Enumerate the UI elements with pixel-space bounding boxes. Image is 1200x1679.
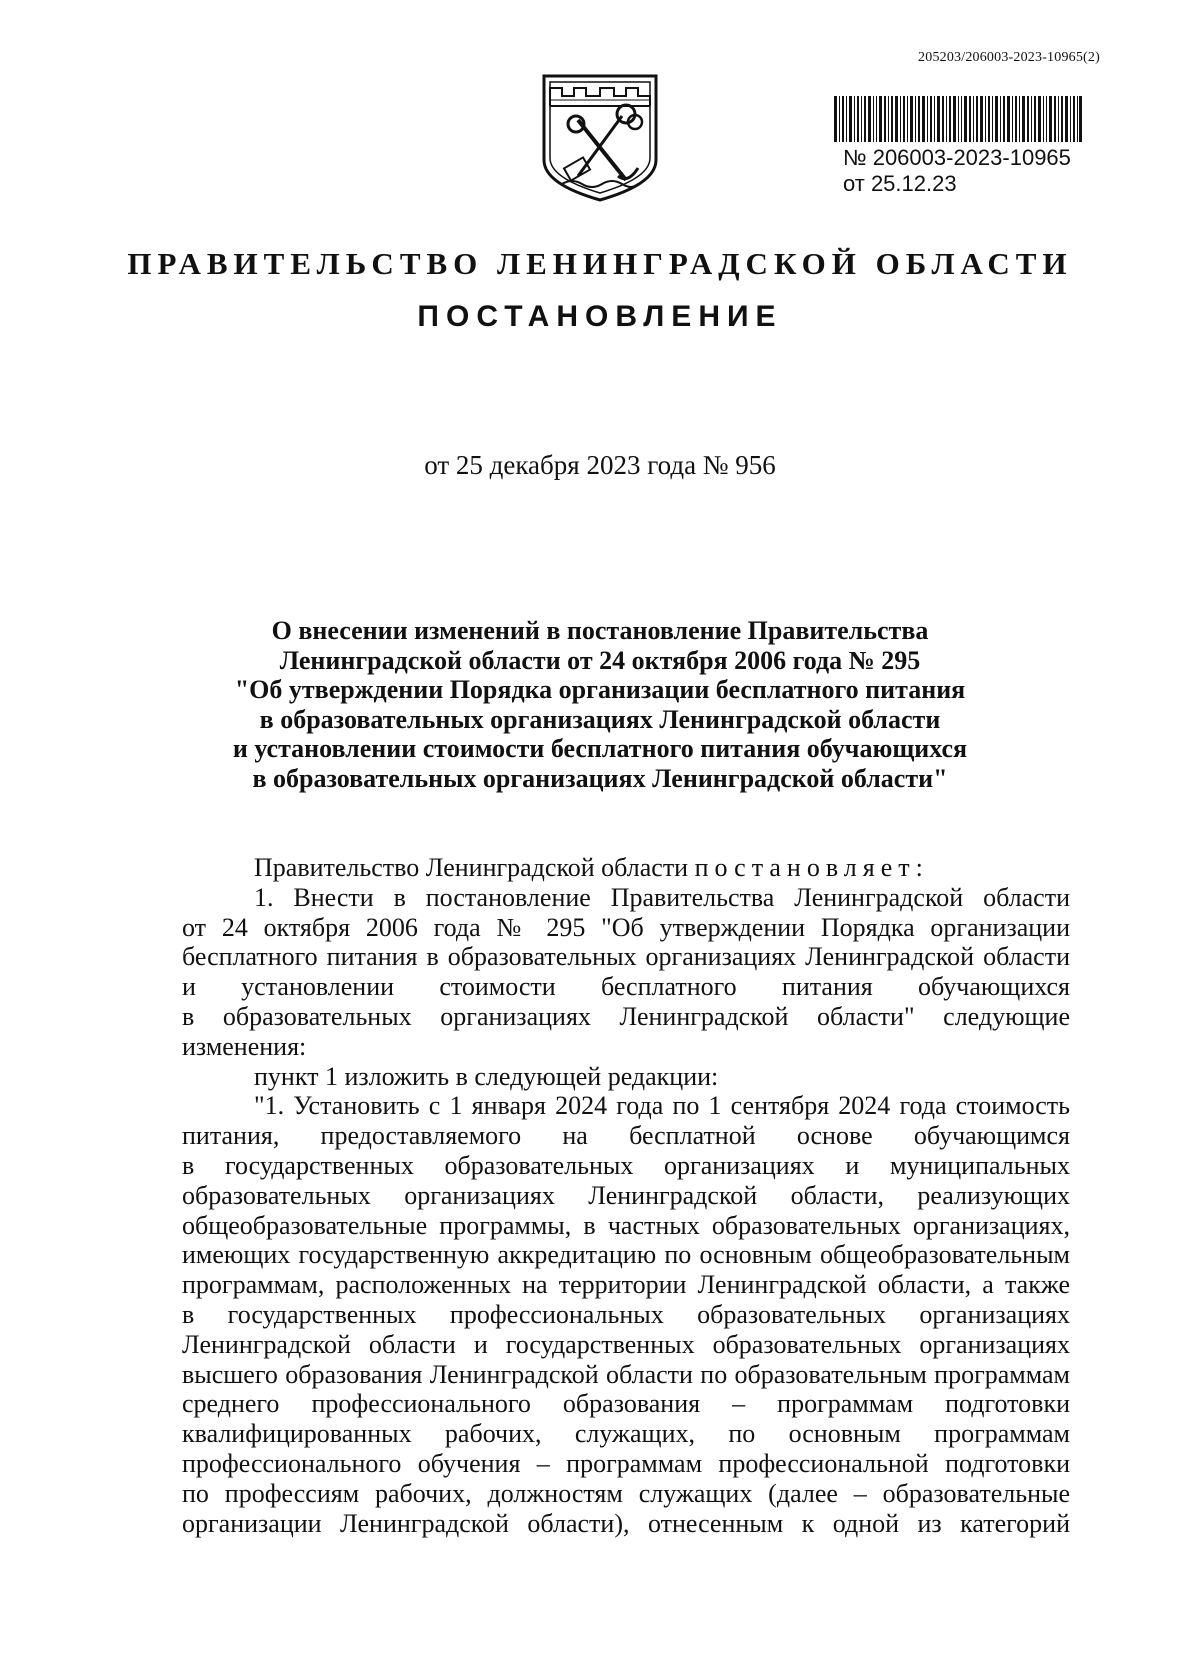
- body-line: от 24 октября 2006 года № 295 "Об утверждении Порядка организации: [182, 912, 1070, 942]
- subject-line: в образовательных организациях Ленинградской области: [259, 704, 941, 734]
- government-title: ПРАВИТЕЛЬСТВО ЛЕНИНГРАДСКОЙ ОБЛАСТИ: [127, 246, 1073, 281]
- subject-line: в образовательных организациях Ленинградской области": [252, 763, 948, 793]
- body-line: пункт 1 изложить в следующей редакции:: [254, 1061, 719, 1091]
- document-code: 205203/206003-2023-10965(2): [918, 50, 1100, 65]
- body-line: "1. Установить с 1 января 2024 года по 1 сентября 2024 года стоимость: [254, 1091, 1070, 1121]
- preamble-text: Правительство Ленинградской области: [254, 853, 695, 882]
- barcode-icon: [834, 96, 1082, 142]
- preamble-resolves: постановляет:: [694, 853, 929, 882]
- registration-date: от 25.12.23: [843, 171, 957, 196]
- body-line: образовательных организациях Ленинградской области, реализующих: [182, 1180, 1070, 1210]
- decree-subject: [150, 616, 1050, 793]
- body-line: и установлении стоимости бесплатного питания обучающихся: [182, 972, 1070, 1002]
- document-type: ПОСТАНОВЛЕНИЕ: [417, 300, 783, 333]
- body-line: высшего образования Ленинградской области по образовательным программам: [182, 1359, 1070, 1389]
- body-line: программам, расположенных на территории Ленинградской области, а также: [182, 1270, 1070, 1300]
- body-line: в образовательных организациях Ленинградской области" следующие: [182, 1001, 1070, 1031]
- body-line: общеобразовательные программы, в частных образовательных организациях,: [182, 1210, 1070, 1240]
- body-line: 1. Внести в постановление Правительства Ленинградской области: [254, 882, 1070, 912]
- preamble-line: [182, 853, 1070, 883]
- registration-number: № 206003-2023-10965: [843, 145, 1071, 170]
- body-line: Ленинградской области и государственных образовательных организациях: [182, 1329, 1070, 1359]
- subject-line: О внесении изменений в постановление Правительства: [271, 616, 929, 645]
- body-line: в государственных профессиональных образовательных организациях: [182, 1299, 1070, 1329]
- body-line: профессионального обучения – программам профессиональной подготовки: [182, 1448, 1070, 1478]
- body-line: имеющих государственную аккредитацию по основным общеобразовательным: [182, 1240, 1070, 1270]
- subject-line: "Об утверждении Порядка организации бесплатного питания: [234, 675, 966, 704]
- decree-date-number: от 25 декабря 2023 года № 956: [424, 450, 776, 480]
- registration-stamp: [843, 145, 1071, 197]
- body-line: квалифицированных рабочих, служащих, по основным программам: [182, 1419, 1070, 1449]
- decree-body: [182, 853, 1070, 1538]
- body-line: среднего профессионального образования – программам подготовки: [182, 1389, 1070, 1419]
- body-line: по профессиям рабочих, должностям служащих (далее – образовательные: [182, 1478, 1070, 1508]
- coat-of-arms-icon: [538, 72, 662, 204]
- subject-line: Ленинградской области от 24 октября 2006 года № 295: [279, 645, 921, 675]
- body-line: бесплатного питания в образовательных организациях Ленинградской области: [182, 942, 1070, 972]
- subject-line: и установлении стоимости бесплатного питания обучающихся: [232, 734, 968, 763]
- body-line: изменения:: [182, 1031, 307, 1061]
- body-line: организации Ленинградской области), отнесенным к одной из категорий: [182, 1508, 1070, 1538]
- body-line: в государственных образовательных организациях и муниципальных: [182, 1150, 1070, 1180]
- body-line: питания, предоставляемого на бесплатной основе обучающимся: [182, 1121, 1070, 1151]
